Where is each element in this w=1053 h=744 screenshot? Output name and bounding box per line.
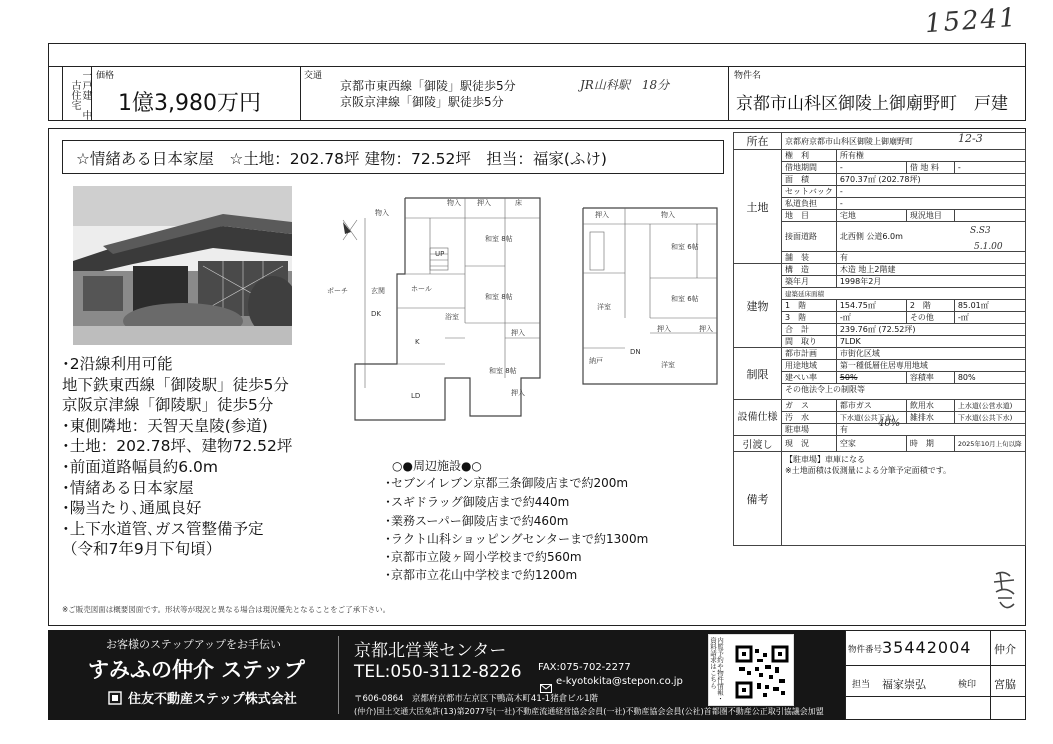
spec-value: 154.75㎡ <box>836 300 906 312</box>
footer-email[interactable]: e-kyotokita@stepon.co.jp <box>556 676 683 687</box>
spec-key: 都市計画 <box>782 348 837 360</box>
house-photo <box>73 186 292 345</box>
spec-key: 1 階 <box>782 300 837 312</box>
spec-value: 2025年10月上旬以降 <box>954 436 1025 452</box>
email-icon <box>540 678 552 687</box>
feature-item: ･前面道路幅員約6.0m <box>62 458 218 476</box>
qr-caption: 内覧予約や物件情報・資料請求はこちら <box>709 637 724 702</box>
handwritten-seal-note: 12-3 <box>958 132 983 145</box>
divider-traffic <box>728 66 729 121</box>
spec-key: 汚 水 <box>782 412 837 424</box>
spec-table <box>733 132 1026 546</box>
restriction-label: 制限 <box>734 348 782 400</box>
signature-stamp <box>990 568 1020 614</box>
ref-hline <box>845 665 1026 666</box>
spec-key: 地 目 <box>782 210 837 222</box>
nearby-item: ･京都市立陵ヶ岡小学校まで約560m <box>385 550 582 564</box>
spec-key: 権 利 <box>782 150 837 162</box>
location-value: 京都府京都市山科区御陵上御廟野町 <box>782 133 1026 150</box>
handwritten-coverage-note: 40% <box>878 418 901 429</box>
spec-value: - <box>954 162 1025 174</box>
footer-brand: すみふの仲介 ステップ <box>88 658 305 682</box>
room-label: 床 <box>515 199 522 207</box>
spec-value: 239.76㎡ (72.52坪) <box>836 324 1025 336</box>
spec-key: 建築延床面積 <box>782 288 1026 300</box>
spec-key: 接面道路 <box>782 222 837 252</box>
price-label: 価格 <box>96 71 115 81</box>
remarks-cell <box>782 452 1026 546</box>
room-label: 玄関 <box>371 287 385 295</box>
nearby-item: ･業務スーパー御陵店まで約460m <box>385 514 569 528</box>
compass-icon <box>343 218 365 388</box>
spec-key: その他 <box>906 312 954 324</box>
spec-key: 構 造 <box>782 264 837 276</box>
room-label: ポーチ <box>327 287 348 295</box>
traffic-label: 交通 <box>304 71 323 81</box>
spec-key: 時 期 <box>906 436 954 452</box>
check-label: 検印 <box>958 680 977 690</box>
spec-key: 築年月 <box>782 276 837 288</box>
nearby-item: ･京都市立花山中学校まで約1200m <box>385 568 578 582</box>
room-label: 和室 6帖 <box>671 243 699 251</box>
company-logo-icon <box>108 690 122 704</box>
room-label: DK <box>371 310 381 318</box>
spec-key: 借 地 料 <box>906 162 954 174</box>
spec-key: 用途地域 <box>782 360 837 372</box>
remark-line: 【駐車場】車庫になる <box>785 455 865 464</box>
spec-value <box>954 210 1025 222</box>
table-row <box>734 150 1026 162</box>
room-label: 物入 <box>375 209 389 217</box>
type-label-cell <box>62 66 92 121</box>
room-label: 浴室 <box>445 313 459 321</box>
feature-item: 京阪京津線「御陵駅」徒歩5分 <box>62 396 274 415</box>
spec-key: 容積率 <box>906 372 954 384</box>
traffic-line-2: 京阪京津線「御陵」駅徒歩5分 <box>340 95 504 109</box>
spec-value: 有 <box>836 424 1025 436</box>
spec-key: その他法令上の制限等 <box>782 384 1026 400</box>
qr-code-icon <box>735 645 789 699</box>
ref-number: 35442004 <box>882 638 972 657</box>
spec-value: - <box>836 186 1025 198</box>
footer-catch: お客様のステップアップをお手伝い <box>106 638 282 651</box>
spec-key: 合 計 <box>782 324 837 336</box>
handwritten-station-note: JR山科駅 18分 <box>580 78 670 92</box>
handwritten-stamp-number: 15241 <box>924 2 1019 40</box>
feature-item: ･情緒ある日本家屋 <box>62 478 194 497</box>
spec-value: 木造 地上2階建 <box>836 264 1025 276</box>
spec-value: 下水道(公共下水) <box>954 412 1025 424</box>
staff-label: 担当 <box>852 680 871 690</box>
handwritten-setback-note: S.S3 <box>970 226 991 236</box>
remarks-label: 備考 <box>734 452 782 546</box>
headline: ☆情緒ある日本家屋 ☆土地：202.78坪 建物：72.52坪 担当：福家(ふけ) <box>76 150 607 168</box>
footer-license: (仲介)国土交通大臣免許(13)第2077号(一社)不動産流通経営協会会員(一社)不動産協会会員(公社)首都圏不動産公正取引協議会加盟 <box>354 707 824 716</box>
check-name: 宮脇 <box>994 678 1016 691</box>
spec-value: 7LDK <box>836 336 1025 348</box>
room-label: 物入 <box>447 199 461 207</box>
room-label: 和室 6帖 <box>671 295 699 303</box>
spec-value: 市街化区域 <box>836 348 1025 360</box>
room-label: 和室 8帖 <box>485 235 513 243</box>
disclaimer: ※ご販売図面は概要図面です。形状等が現況と異なる場合は現況優先となることをご了承下さい。 <box>62 605 391 614</box>
spec-value: - <box>836 162 906 174</box>
spec-key: 駐車場 <box>782 424 837 436</box>
qr-box[interactable] <box>708 634 794 706</box>
room-label: 和室 8帖 <box>489 367 517 375</box>
room-label: 押入 <box>511 389 525 397</box>
spec-value: 空家 <box>836 436 906 452</box>
spec-key: 間 取り <box>782 336 837 348</box>
spec-value: 50% <box>836 372 906 384</box>
spec-value: 第一種低層住居専用地域 <box>836 360 1025 372</box>
spec-key: セットバック <box>782 186 837 198</box>
handwritten-setback-note-2: 5.1.00 <box>974 242 1003 252</box>
spec-value: 下水道(公共下水) <box>836 412 906 424</box>
room-label: 押入 <box>657 325 671 333</box>
feature-item: 地下鉄東西線「御陵駅」徒歩5分 <box>62 375 289 394</box>
spec-key: ガ ス <box>782 400 837 412</box>
spec-value: 670.37㎡ (202.78坪) <box>836 174 1025 186</box>
spec-key: 建ぺい率 <box>782 372 837 384</box>
spec-key: 面 積 <box>782 174 837 186</box>
spec-value: -㎡ <box>954 312 1025 324</box>
footer-bar <box>48 630 845 720</box>
spec-key: 借地期間 <box>782 162 837 174</box>
spec-value: 都市ガス <box>836 400 906 412</box>
property-name: 京都市山科区御陵上御廟野町 戸建 <box>736 94 1008 114</box>
room-label: 洋室 <box>661 361 675 369</box>
room-label: 納戸 <box>589 357 603 365</box>
type-label: 一戸建 中古住宅 <box>69 69 91 120</box>
room-label: 洋室 <box>597 303 611 311</box>
footer-center: 京都北営業センター <box>354 641 507 661</box>
room-label: 物入 <box>661 211 675 219</box>
feature-item: ･2沿線利用可能 <box>62 355 173 373</box>
spec-key: 舗 装 <box>782 252 837 264</box>
feature-item: （令和7年9月下旬頃） <box>62 540 222 559</box>
ref-label: 物件番号 <box>848 645 883 655</box>
feature-item: ･上下水道管､ガス管整備予定 <box>62 519 264 538</box>
land-label: 土地 <box>734 150 782 264</box>
spec-key: 現 況 <box>782 436 837 452</box>
ref-hline-2 <box>845 696 1026 697</box>
room-label: UP <box>435 250 445 258</box>
room-label: 和室 8帖 <box>485 293 513 301</box>
handover-label: 引渡し <box>734 436 782 452</box>
spec-value: 北西側 公道6.0m <box>836 222 1025 252</box>
room-label: 押入 <box>511 329 525 337</box>
room-label: 押入 <box>477 199 491 207</box>
table-row <box>734 400 1026 412</box>
spec-key: 飲用水 <box>906 400 954 412</box>
spec-key: 現況地目 <box>906 210 954 222</box>
spec-key: 2 階 <box>906 300 954 312</box>
staff-name: 福家崇弘 <box>882 678 926 691</box>
spec-value: 上水道(公営水道) <box>954 400 1025 412</box>
table-row <box>734 452 1026 546</box>
header-top-rule <box>48 66 1026 67</box>
room-label: 押入 <box>595 211 609 219</box>
spec-key: 3 階 <box>782 312 837 324</box>
building-label: 建物 <box>734 264 782 348</box>
spec-key: 雑排水 <box>906 412 954 424</box>
feature-item: ･土地：202.78坪、建物72.52坪 <box>62 437 293 456</box>
spec-value: 85.01㎡ <box>954 300 1025 312</box>
room-label: 押入 <box>699 325 713 333</box>
floor-plan <box>327 188 725 438</box>
spec-value: 1998年2月 <box>836 276 1025 288</box>
facility-label: 設備仕様 <box>734 400 782 436</box>
footer-company: 住友不動産ステップ株式会社 <box>128 692 297 707</box>
traffic-line-1: 京都市東西線「御陵」駅徒歩5分 <box>340 79 516 93</box>
divider-price <box>300 66 301 121</box>
nearby-item: ･ラクト山科ショッピングセンターまで約1300m <box>385 532 649 546</box>
room-label: ホール <box>411 285 432 293</box>
feature-item: ･陽当たり､通風良好 <box>62 499 202 518</box>
footer-divider <box>338 636 339 714</box>
spec-value: 有 <box>836 252 1025 264</box>
nearby-title: ○●周辺施設●○ <box>392 459 482 473</box>
remark-line: ※土地面積は仮測量による分筆予定面積です。 <box>785 466 952 475</box>
table-row <box>734 264 1026 276</box>
nearby-item: ･セブンイレブン京都三条御陵店まで約200m <box>385 476 629 490</box>
spec-value: - <box>836 198 1025 210</box>
location-label: 所在 <box>734 133 782 150</box>
spec-value: -㎡ <box>836 312 906 324</box>
agent-type: 仲介 <box>994 643 1016 656</box>
price-value: 1億3,980万円 <box>118 91 261 116</box>
table-row <box>734 436 1026 452</box>
footer-tel: TEL:050-3112-8226 <box>354 662 522 682</box>
nearby-item: ･スギドラッグ御陵店まで約440m <box>385 495 570 509</box>
spec-value: 80% <box>954 372 1025 384</box>
footer-fax: FAX:075-702-2277 <box>538 662 631 673</box>
footer-address: 〒606-0864 京都府京都市左京区下鴨高木町41-1猪倉ビル1階 <box>354 694 599 704</box>
room-label: LD <box>411 392 421 400</box>
feature-item: ･東側隣地：天智天皇陵(参道) <box>62 416 268 435</box>
property-name-label: 物件名 <box>734 71 762 81</box>
spec-value: 宅地 <box>836 210 906 222</box>
room-label: K <box>415 338 420 346</box>
room-label: DN <box>630 348 641 356</box>
ref-divider <box>990 630 991 720</box>
table-row <box>734 348 1026 360</box>
spec-key: 私道負担 <box>782 198 837 210</box>
spec-value: 所有権 <box>836 150 1025 162</box>
